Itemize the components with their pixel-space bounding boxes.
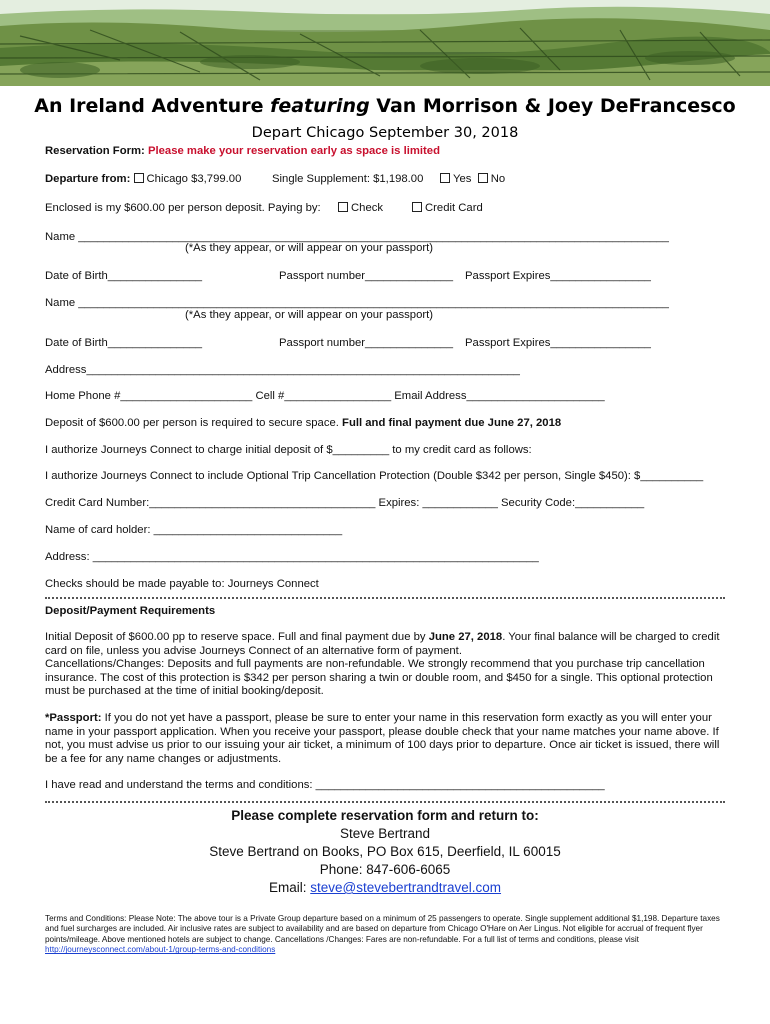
- landscape-image: [0, 0, 770, 86]
- terms-fineprint: Terms and Conditions: Please Note: The above tour is a Private Group departure based on a minimum of 25 passengers to operate. Single supplement additional $1,198. Departure taxes and fuel surcharges are included. Air inclusive rates are subject to availability and are based on departure from Chicago O'Hare on Aer Lingus. Not eligible for accrual of frequent flyer points/mileage. Above mentioned hotels are subject to change. Cancellations /Changes: Fares are non-refundable. For a full list of terms and conditions, please visit http://journeysconnect.com/about-1/group-terms-and-conditions: [45, 914, 720, 955]
- check-checkbox[interactable]: [338, 202, 348, 212]
- return-address: Steve Bertrand on Books, PO Box 615, Deerfield, IL 60015: [209, 844, 561, 859]
- authorize-cancellation[interactable]: I authorize Journeys Connect to include Optional Trip Cancellation Protection (Double $342 per person, Single $450): $__________: [45, 470, 704, 482]
- supplement-choice: Yes No: [440, 172, 505, 186]
- phone-email-fields[interactable]: Home Phone #_____________________ Cell #_________________ Email Address______________________: [45, 390, 605, 402]
- card-address-field[interactable]: Address: _______________________________________________________________________: [45, 551, 539, 563]
- card-holder-field[interactable]: Name of card holder: ______________________________: [45, 524, 343, 536]
- yes-checkbox[interactable]: [440, 173, 450, 183]
- return-name: Steve Bertrand: [339, 826, 431, 841]
- form-heading: Reservation Form: Please make your reservation early as space is limited: [45, 145, 440, 157]
- chicago-checkbox[interactable]: [134, 173, 144, 183]
- name-field-1[interactable]: Name ______________________________________________________________________________________________: [45, 231, 669, 243]
- dob-field-2[interactable]: Date of Birth_______________: [45, 337, 203, 349]
- dotted-divider: [45, 597, 725, 601]
- passport-note-2: (*As they appear, or will appear on your passport): [185, 309, 434, 321]
- departure-row: Departure from: Chicago $3,799.00: [45, 173, 242, 185]
- dotted-divider-2: [45, 801, 725, 805]
- passport-number-field-2[interactable]: Passport number______________: [279, 337, 453, 349]
- check-option: Check: [338, 201, 383, 215]
- enclosed-deposit: Enclosed is my $600.00 per person deposit. Paying by:: [45, 202, 321, 214]
- requirements-heading: Deposit/Payment Requirements: [45, 605, 216, 617]
- dob-field-1[interactable]: Date of Birth_______________: [45, 270, 203, 282]
- name-field-2[interactable]: Name ______________________________________________________________________________________________: [45, 297, 669, 309]
- terms-signature-field[interactable]: I have read and understand the terms and conditions: ______________________________________________: [45, 779, 605, 791]
- passport-number-field-1[interactable]: Passport number______________: [279, 270, 453, 282]
- terms-link[interactable]: http://journeysconnect.com/about-1/group-terms-and-conditions: [45, 945, 276, 955]
- authorize-deposit[interactable]: I authorize Journeys Connect to charge initial deposit of $_________ to my credit card as follows:: [45, 444, 532, 456]
- single-supplement: Single Supplement: $1,198.00: [272, 173, 424, 185]
- passport-expires-field-1[interactable]: Passport Expires________________: [465, 270, 651, 282]
- address-field[interactable]: Address_____________________________________________________________________: [45, 364, 520, 376]
- no-checkbox[interactable]: [478, 173, 488, 183]
- passport-expires-field-2[interactable]: Passport Expires________________: [465, 337, 651, 349]
- credit-card-checkbox[interactable]: [412, 202, 422, 212]
- passport-note-1: (*As they appear, or will appear on your passport): [185, 242, 434, 254]
- page-subtitle: Depart Chicago September 30, 2018: [251, 125, 519, 141]
- return-phone: Phone: 847-606-6065: [319, 862, 451, 877]
- landscape-banner: [0, 0, 770, 86]
- return-email: Email: steve@stevebertrandtravel.com: [268, 880, 502, 895]
- deposit-notice: Deposit of $600.00 per person is required to secure space. Full and final payment due June 27, 2018: [45, 417, 562, 429]
- checks-payable: Checks should be made payable to: Journeys Connect: [45, 578, 319, 590]
- return-heading: Please complete reservation form and return to:: [231, 808, 539, 823]
- passport-notice: *Passport: If you do not yet have a passport, please be sure to enter your name in this reservation form exactly as you will enter your name in your passport application. When you receive your passport, please double check that your name matches your name above. If not, you must advise us prior to our issuing your air ticket, a minimum of 100 days prior to departure. Once air ticket is issued, there will be a fee for any name changes or adjustments.: [45, 712, 720, 765]
- credit-card-option: Credit Card: [412, 201, 483, 215]
- page-title: An Ireland Adventure featuring Van Morrison & Joey DeFrancesco: [34, 95, 736, 117]
- requirements-text: Initial Deposit of $600.00 pp to reserve space. Full and final payment due by June 27, 2018. Your final balance will be charged to credit card on file, unless you advise Journeys Connect of an alternative form of payment. Cancellations/Changes: Deposits and full payments are non-refundable. We strongly recommend that you purchase trip cancellation insurance. The cost of this protection is $342 per person sharing a twin or double room, and $450 for a single. This optional protection must be purchased at the time of initial booking/deposit.: [45, 631, 720, 698]
- return-info: [0, 808, 770, 895]
- email-link[interactable]: steve@stevebertrandtravel.com: [310, 880, 502, 895]
- credit-card-fields[interactable]: Credit Card Number:____________________________________ Expires: ____________ Security Code:___________: [45, 497, 645, 509]
